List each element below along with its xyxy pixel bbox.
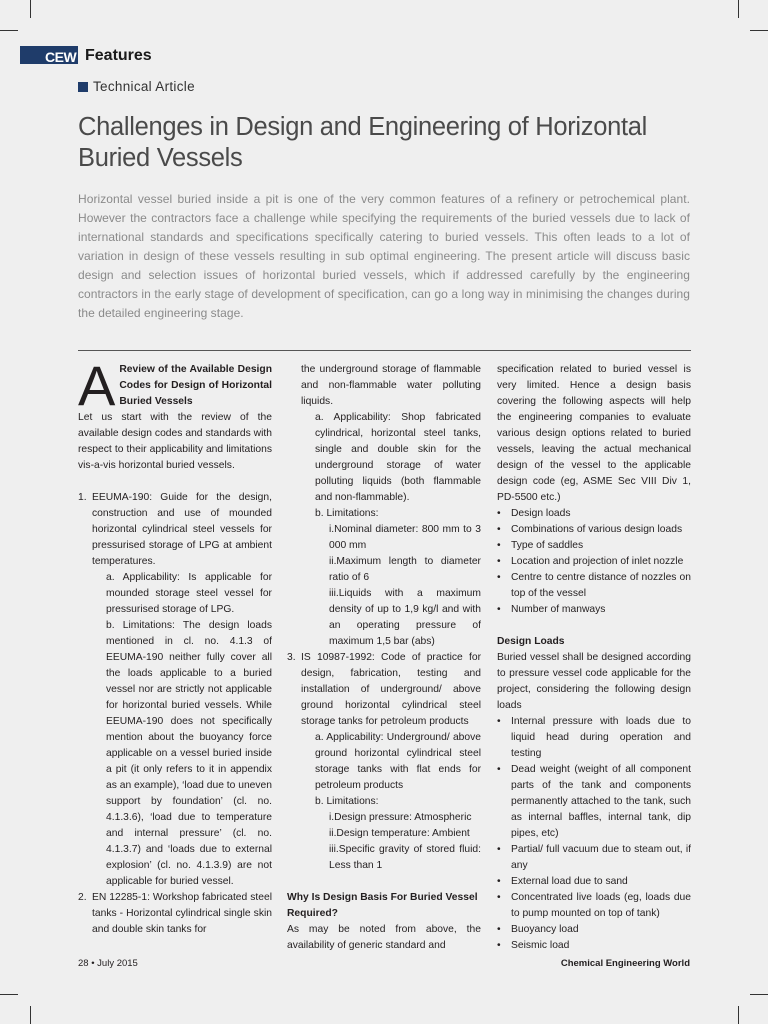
lead-block bbox=[78, 354, 272, 417]
drop-cap: A bbox=[78, 354, 116, 417]
list-subsubitem: i.Nominal diameter: 800 mm to 3 000 mm bbox=[329, 524, 481, 551]
crop-mark bbox=[738, 1006, 739, 1024]
section-title: Features bbox=[85, 47, 152, 64]
list-item: 1. EEUMA-190: Guide for the design, construction and use of mounded horizontal cylindrical steel vessels for pressurised storage of LPG at ambient temperatures. bbox=[78, 492, 272, 567]
list-subsubitem: iii.Liquids with a maximum density of up to 1,9 kg/l and with an operating pressure of maximum 1,5 bar (abs) bbox=[329, 588, 481, 647]
bullet-item: • Buoyancy load bbox=[497, 924, 579, 935]
list-subsubitem: iii.Specific gravity of stored fluid: Less than 1 bbox=[329, 844, 481, 871]
kicker-square-icon bbox=[78, 82, 88, 92]
list-subitem: a. Applicability: Underground/ above ground horizontal cylindrical steel storage tanks with flat ends for petroleum products bbox=[315, 732, 481, 791]
list-subsubitem: i.Design pressure: Atmospheric bbox=[329, 812, 472, 823]
crop-mark bbox=[0, 30, 18, 31]
list-subitem: b. Limitations: The design loads mentioned in cl. no. 4.1.3 of EEUMA-190 neither fully cover all the loads applicable to a buried vessel nor are strictly not applicable for horizontal buried vessels. While EEUMA-190 does not specifically mention about the buoyancy force applicable on a vessel buried inside a pit (it only refers to it in appendix as an example), ‘load due to uneven support by foundation’ (cl. no. 4.1.3.6), ‘load due to temperature and internal pressure’ (cl. no. 4.1.3.7) and ‘loads due to external explosion’ (cl. no. 4.1.3.9) are not applicable for buried vessel. bbox=[106, 620, 273, 887]
lead-heading: Review of the Available Design Codes for Design of Horizontal Buried Vessels bbox=[119, 364, 272, 407]
page-footer-right: Chemical Engineering World bbox=[560, 958, 690, 969]
crop-mark bbox=[30, 0, 31, 18]
bullet-item: • Type of saddles bbox=[497, 540, 584, 551]
list-subitem: b. Limitations: bbox=[315, 508, 379, 519]
bullet-item: • Seismic load bbox=[497, 940, 570, 951]
article-abstract: Horizontal vessel buried inside a pit is one of the very common features of a refinery or petrochemical plant. However the contractors face a challenge while specifying the requirements of the buried vessels due to lack of international standards and specifications specifically catering to buried vessels. This often leads to a lot of variation in design of these vessels resulting in sub optimal engineering. The present article will discuss basic design and selection issues of horizontal buried vessels, which if addressed carefully by the engineering contractors in the early stage of development of specification, can go a long way in minimising the changes during the detailed engineering stage. bbox=[78, 192, 690, 320]
bullet-item: • Dead weight (weight of all component parts of the tank and components permanently attached to the tank, such as internal baffles, internal tank, dip pipes, etc) bbox=[497, 764, 691, 839]
list-subsubitem: ii.Design temperature: Ambient bbox=[329, 828, 470, 839]
bullet-item: • Design loads bbox=[497, 508, 571, 519]
bullet-item: • Concentrated live loads (eg, loads due to pump mounted on top of tank) bbox=[497, 892, 691, 919]
bullet-item: • External load due to sand bbox=[497, 876, 628, 887]
list-subsubitem: ii.Maximum length to diameter ratio of 6 bbox=[329, 556, 481, 583]
crop-mark bbox=[750, 30, 768, 31]
article-kicker: Technical Article bbox=[93, 79, 195, 94]
paragraph: Buried vessel shall be designed according to pressure vessel code applicable for the project, considering the following design loads bbox=[497, 652, 691, 711]
section-heading: Why Is Design Basis For Buried Vessel Required? bbox=[287, 892, 478, 919]
list-subitem: b. Limitations: bbox=[315, 796, 379, 807]
column-1 bbox=[78, 354, 273, 938]
bullet-item: • Internal pressure with loads due to liquid head during operation and testing bbox=[497, 716, 691, 759]
intro-paragraph: Let us start with the review of the available design codes and standards with respect to their applicability and limitations vis-a-vis horizontal buried vessels. bbox=[78, 412, 272, 471]
column-2 bbox=[287, 362, 481, 954]
magazine-logo: CEW bbox=[45, 49, 77, 65]
list-item-continued: the underground storage of flammable and non-flammable water polluting liquids. bbox=[301, 364, 481, 407]
list-item: 3. IS 10987-1992: Code of practice for design, fabrication, testing and installation of underground/ above ground horizontal cylindrical steel storage tanks for petroleum products bbox=[287, 652, 481, 727]
column-3 bbox=[497, 362, 691, 954]
list-subitem: a. Applicability: Shop fabricated cylindrical, horizontal steel tanks, single and double skin for the underground storage of water polluting liquids (both flammable and non-flammable). bbox=[315, 412, 481, 503]
page-footer-left: 28 • July 2015 bbox=[78, 958, 138, 969]
paragraph: specification related to buried vessel is very limited. Hence a design basis covering the following aspects will help the engineering companies to evaluate various design options related to buried vessels, leaving the actual mechanical design of the vessel to the applicable design code (eg, ASME Sec VIII Div 1, PD-5500 etc.) bbox=[497, 364, 691, 503]
crop-mark bbox=[750, 994, 768, 995]
bullet-item: • Number of manways bbox=[497, 604, 606, 615]
bullet-item: • Partial/ full vacuum due to steam out, if any bbox=[497, 844, 691, 871]
bullet-item: • Combinations of various design loads bbox=[497, 524, 683, 535]
crop-mark bbox=[0, 994, 18, 995]
bullet-item: • Centre to centre distance of nozzles on top of the vessel bbox=[497, 572, 691, 599]
section-heading: Design Loads bbox=[497, 636, 565, 647]
article-title: Challenges in Design and Engineering of Horizontal Buried Vessels bbox=[78, 113, 648, 172]
list-subitem: a. Applicability: Is applicable for mounded storage steel vessel for pressurised storage of LPG. bbox=[106, 572, 272, 615]
paragraph: As may be noted from above, the availability of generic standard and bbox=[287, 924, 481, 951]
divider-rule bbox=[78, 350, 691, 351]
crop-mark bbox=[738, 0, 739, 18]
crop-mark bbox=[30, 1006, 31, 1024]
bullet-item: • Location and projection of inlet nozzle bbox=[497, 556, 684, 567]
list-item: 2. EN 12285-1: Workshop fabricated steel tanks - Horizontal cylindrical single skin and double skin tanks for bbox=[78, 892, 272, 935]
